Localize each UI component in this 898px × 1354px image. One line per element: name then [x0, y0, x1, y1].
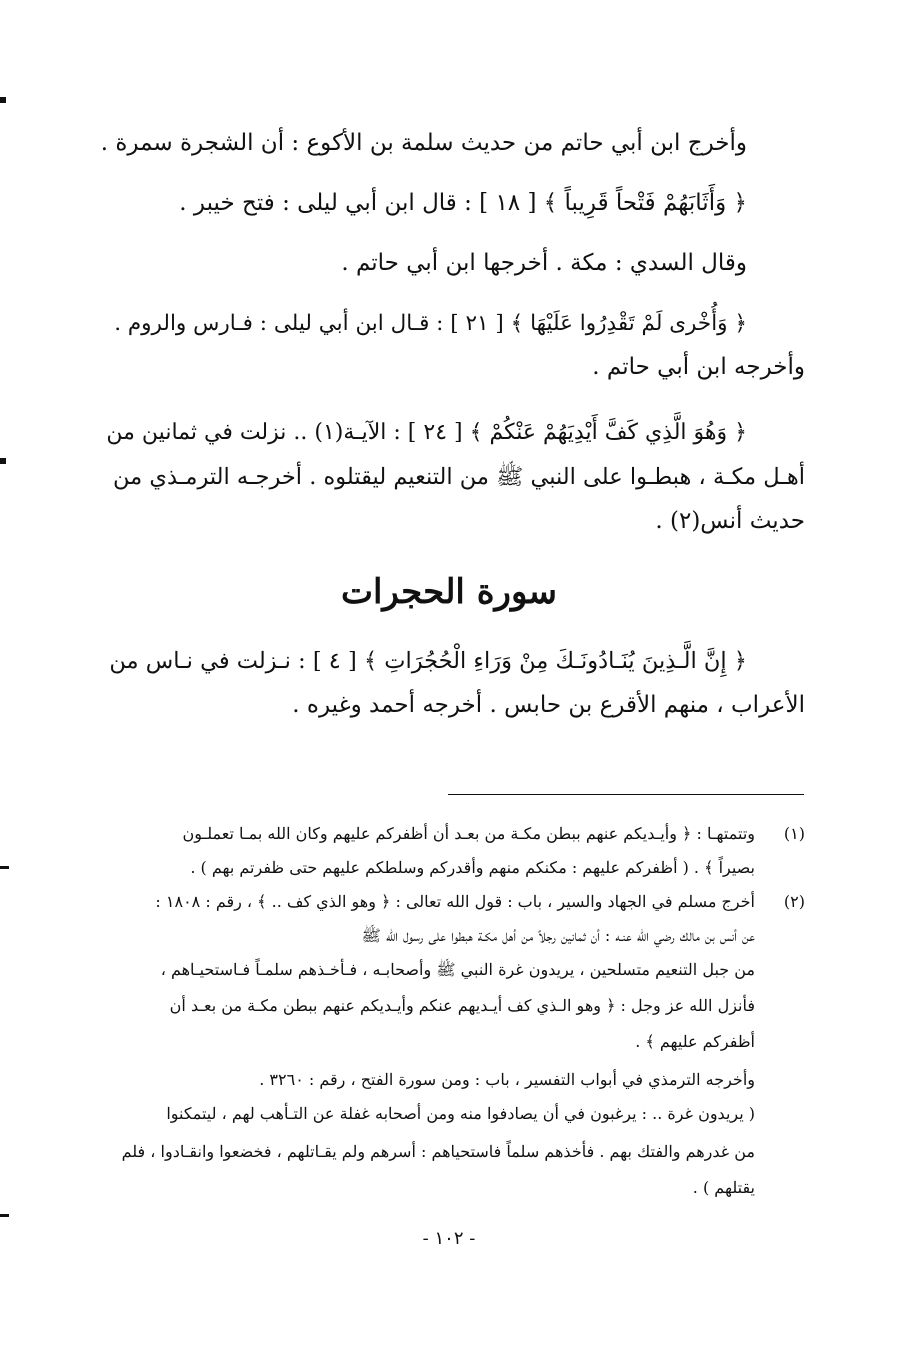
margin-mark: [0, 866, 9, 869]
footnote-line: يقتلهم ) .: [692, 1178, 755, 1197]
text-line: حديث أنس(٢) .: [655, 508, 805, 534]
margin-mark: [0, 97, 6, 103]
footnote-line: وتتمتهـا : ﴿ وأيـديكم عنهم ببطن مكـة من بعـد أن أظفركم عليهم وكان الله بمـا تعملـون: [182, 824, 755, 843]
text-line: أهـل مكـة ، هبطـوا على النبي ﷺ من التنعيم ليقتلوه . أخرجـه الترمـذي من: [113, 464, 805, 490]
footnote-number: (١): [783, 824, 805, 843]
footnote-line: عن أنس بن مالك رضي الله عنـه : أن ثمانين رجلاً من أهل مكـة هبطوا على رسول الله ﷺ: [361, 926, 755, 945]
footnote-line: من غدرهم والفتك بهم . فأخذهم سلماً فاستحياهم : أسرهم ولم يقـاتلهم ، فخضعوا وانقـادوا ، فلم: [121, 1142, 755, 1161]
text-line: وأخرج ابن أبي حاتم من حديث سلمة بن الأكوع : أن الشجرة سمرة .: [100, 130, 747, 156]
text-line: ﴿ وَهُوَ الَّذِي كَفَّ أَيْدِيَهُمْ عَنْكُمْ ﴾ [ ٢٤ ] : الآيـة(١) .. نزلت في ثمانين من: [106, 420, 747, 445]
page-number: - ١٠٢ -: [422, 1228, 476, 1249]
text-line: ﴿ وَأَثَابَهُمْ فَتْحاً قَرِيباً ﴾ [ ١٨ ] : قال ابن أبي ليلى : فتح خيبر .: [179, 190, 747, 216]
footnotes: [100, 0, 805, 1220]
margin-mark: [0, 1214, 9, 1217]
footnote-line: أظفركم عليهم ﴾ .: [635, 1032, 755, 1051]
text-line: وقال السدي : مكة . أخرجها ابن أبي حاتم .: [341, 250, 747, 276]
text-line: ﴿ وَأُخْرى لَمْ تَقْدِرُوا عَلَيْهَا ﴾ [ ٢١ ] : قـال ابن أبي ليلى : فـارس والروم .: [114, 311, 747, 336]
footnote-line: ( يريدون غرة .. : يرغبون في أن يصادفوا منه ومن أصحابه غفلة عن التـأهب لهم ، ليتمكنوا: [166, 1104, 755, 1123]
text-line: الأعراب ، منهم الأقرع بن حابس . أخرجه أحمد وغيره .: [292, 692, 805, 718]
footnote-line: وأخرجه الترمذي في أبواب التفسير ، باب : ومن سورة الفتح ، رقم : ٣٢٦٠ .: [259, 1070, 755, 1089]
text-line: وأخرجه ابن أبي حاتم .: [592, 354, 805, 380]
surah-title: سورة الحجرات: [340, 572, 558, 612]
footnote-number: (٢): [783, 892, 805, 911]
margin-mark: [0, 458, 6, 464]
footnote-line: فأنزل الله عز وجل : ﴿ وهو الـذي كف أيـديهم عنكم وأيـديكم عنهم ببطن مكـة من بعـد أن: [169, 996, 755, 1015]
footnote-line: من جبل التنعيم متسلحين ، يريدون غرة النبي ﷺ وأصحابـه ، فـأخـذهم سلمـاً فـاستحيـاهم ،: [160, 960, 755, 979]
footnote-line: أخرج مسلم في الجهاد والسير ، باب : قول الله تعالى : ﴿ وهو الذي كف .. ﴾ ، رقم : ١٨٠٨ :: [155, 892, 755, 911]
footnote-line: بصيراً ﴾ . ( أظفركم عليهم : مكنكم منهم وأقدركم وسلطكم عليهم حتى ظفرتم بهم ) .: [190, 858, 755, 877]
text-line: ﴿ إِنَّ الَّـذِينَ يُنَـادُونَـكَ مِنْ وَرَاءِ الْحُجُرَاتِ ﴾ [ ٤ ] : نـزلت في نـاس من: [109, 648, 747, 674]
